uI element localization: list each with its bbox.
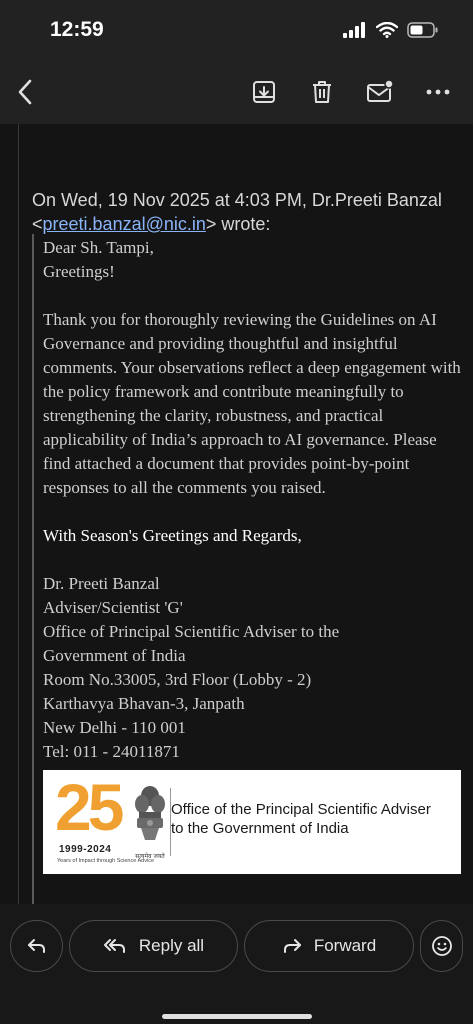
- regards-line: With Season's Greetings and Regards,: [43, 526, 302, 545]
- emblem-caption: सत्यमेव जयते: [135, 853, 165, 860]
- reply-button[interactable]: [10, 920, 63, 972]
- reply-icon: [27, 938, 47, 954]
- office-name-line1: Office of the Principal Scientific Adviser: [171, 801, 431, 818]
- attribution-prefix: On Wed, 19 Nov 2025 at 4:03 PM, Dr.Preeti Banzal <: [32, 190, 442, 234]
- anniversary-tagline: Years of Impact through Science Advice: [57, 858, 155, 864]
- mail-unread-icon: [366, 79, 394, 105]
- signature-line: Adviser/Scientist 'G': [43, 598, 183, 617]
- status-bar: [0, 0, 473, 62]
- quote-attribution: [32, 188, 462, 236]
- status-time: 12:59: [50, 18, 104, 41]
- forward-label: Forward: [313, 936, 377, 955]
- more-options-button[interactable]: [420, 74, 456, 110]
- reply-all-label: Reply all: [138, 936, 205, 955]
- emoji-icon: [431, 935, 453, 957]
- battery-icon: [407, 22, 439, 38]
- quote-bar: [32, 234, 34, 904]
- emoji-reaction-button[interactable]: [420, 920, 463, 972]
- body-paragraph: Thank you for thoroughly reviewing the Guidelines on AI Governance and providing thoughtful and insightful comments. Your observations reflect a deep engagement with the policy framework and contribute meaningfully to strengthening the clarity, robustness, and practical applicability of India’s approach to AI governance. Please find attached a document that provides point-by-point responses to all the comments you raised.: [43, 310, 461, 497]
- greeting: Greetings!: [43, 262, 115, 281]
- sender-email-link[interactable]: preeti.banzal@nic.in: [42, 214, 206, 234]
- signature-line: Government of India: [43, 646, 186, 665]
- more-horizontal-icon: [426, 88, 450, 96]
- cellular-signal-icon: [343, 22, 367, 38]
- reply-all-icon: [103, 938, 127, 954]
- email-toolbar: [0, 62, 473, 124]
- archive-button[interactable]: [246, 74, 282, 110]
- national-emblem-icon: [133, 782, 167, 852]
- anniversary-number: 25: [55, 770, 121, 844]
- status-icons: [343, 22, 439, 38]
- thread-line: [18, 124, 19, 904]
- action-bar: [0, 904, 473, 1024]
- anniversary-years: 1999-2024: [59, 844, 112, 855]
- back-button[interactable]: [8, 74, 44, 110]
- chevron-left-icon: [15, 79, 37, 105]
- quoted-body: [43, 236, 461, 764]
- wifi-icon: [376, 22, 398, 38]
- national-emblem: [133, 782, 167, 864]
- mark-unread-button[interactable]: [362, 74, 398, 110]
- signature-line: Room No.33005, 3rd Floor (Lobby - 2): [43, 670, 312, 689]
- delete-button[interactable]: [304, 74, 340, 110]
- trash-icon: [310, 79, 334, 105]
- signature-line: New Delhi - 110 001: [43, 718, 186, 737]
- signature-line: Dr. Preeti Banzal: [43, 574, 160, 593]
- home-indicator[interactable]: [162, 1014, 312, 1019]
- salutation: Dear Sh. Tampi,: [43, 238, 154, 257]
- psa-signature-banner: [43, 770, 461, 874]
- signature-line: Tel: 011 - 24011871: [43, 742, 180, 761]
- forward-icon: [282, 938, 302, 954]
- attribution-suffix: > wrote:: [205, 214, 271, 234]
- forward-button[interactable]: [244, 920, 414, 972]
- signature-line: Office of Principal Scientific Adviser to the: [43, 622, 340, 641]
- office-name: [171, 800, 459, 838]
- signature-block: [43, 572, 461, 764]
- archive-icon: [251, 79, 277, 105]
- signature-line: Karthavya Bhavan-3, Janpath: [43, 694, 245, 713]
- email-content: [0, 124, 473, 904]
- reply-all-button[interactable]: [69, 920, 238, 972]
- office-name-line2: to the Government of India: [171, 820, 349, 837]
